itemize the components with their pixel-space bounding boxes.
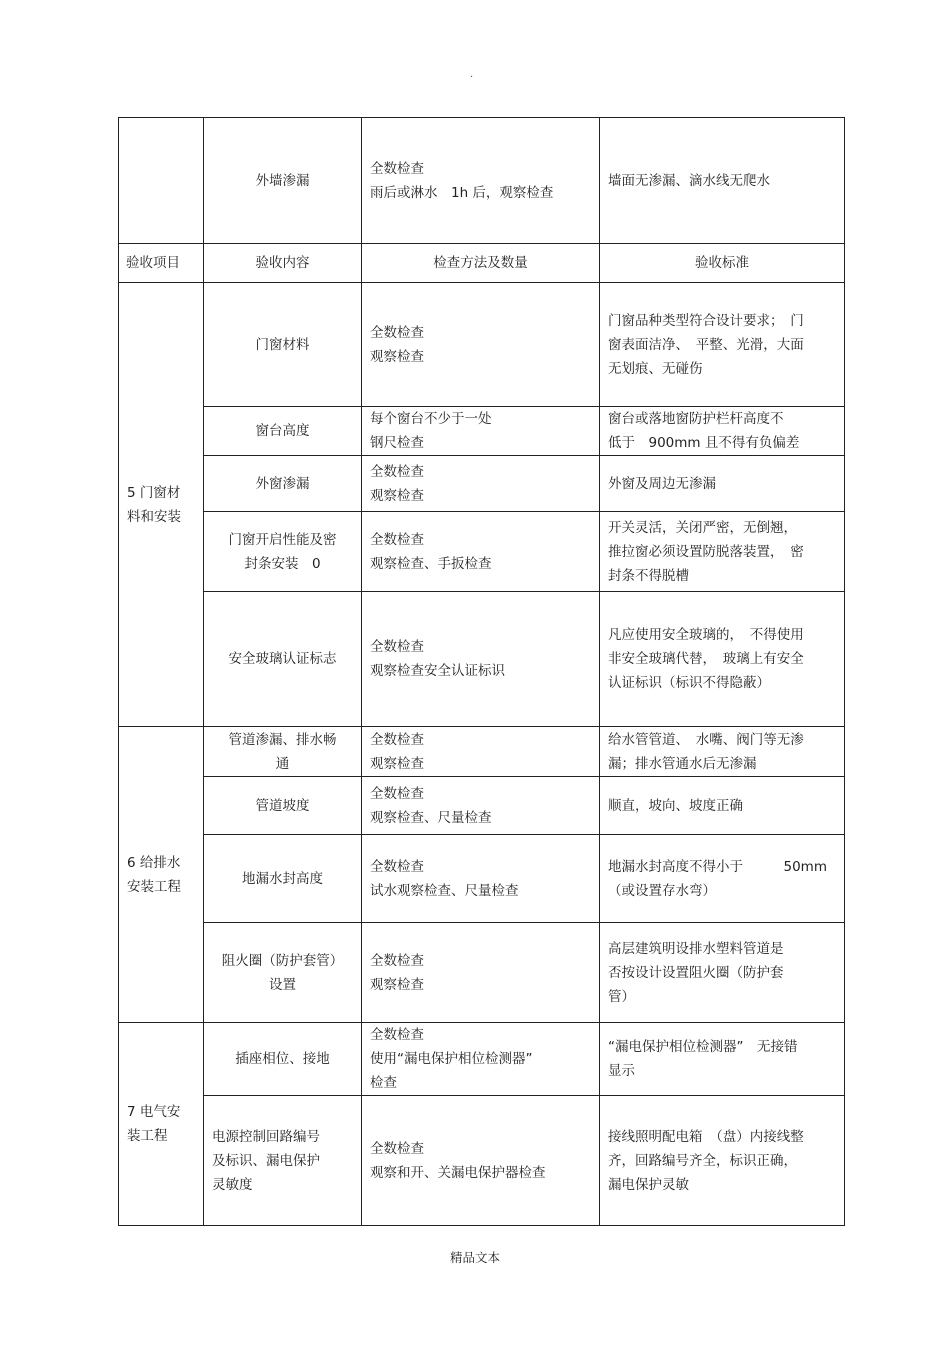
column-header: 验收项目 bbox=[119, 244, 204, 283]
item-cell bbox=[204, 118, 362, 244]
method-cell bbox=[362, 923, 600, 1023]
method-cell-line: 全数检查 bbox=[370, 731, 424, 748]
method-cell-line: 观察检查、手扳检查 bbox=[370, 555, 492, 572]
method-cell-line: 全数检查 bbox=[370, 785, 424, 802]
method-cell-line: 全数检查 bbox=[370, 324, 424, 341]
standard-cell-line: 认证标识（标识不得隐蔽） bbox=[608, 675, 770, 691]
standard-cell-line: 低于 900mm 且不得有负偏差 bbox=[608, 435, 800, 451]
table-row bbox=[119, 118, 845, 244]
item-cell-line: 安全玻璃认证标志 bbox=[228, 651, 337, 667]
method-cell-line: 全数检查 bbox=[370, 463, 424, 480]
group-name-cell bbox=[119, 283, 204, 727]
method-cell-line: 观察检查 bbox=[370, 348, 424, 365]
item-cell bbox=[204, 727, 362, 777]
group-name-cell-line: 6 给排水 bbox=[127, 854, 181, 871]
method-cell-line: 观察检查 bbox=[370, 487, 424, 504]
standard-cell bbox=[600, 1023, 845, 1096]
item-cell bbox=[204, 835, 362, 923]
item-cell bbox=[204, 283, 362, 407]
item-cell-line: 封条安装 0 bbox=[244, 555, 321, 572]
standard-cell-line: 高层建筑明设排水塑料管道是 bbox=[608, 940, 784, 957]
standard-cell bbox=[600, 727, 845, 777]
method-cell-line: 观察检查安全认证标识 bbox=[370, 663, 505, 679]
table-row bbox=[119, 512, 845, 592]
item-cell-line: 插座相位、接地 bbox=[235, 1051, 330, 1067]
group-name-cell-line: 7 电气安 bbox=[127, 1104, 181, 1120]
group-name-cell-line: 装工程 bbox=[127, 1128, 168, 1144]
standard-cell bbox=[600, 1096, 845, 1226]
item-cell-line: 地漏水封高度 bbox=[242, 870, 323, 887]
standard-cell-line: 漏；排水管通水后无渗漏 bbox=[608, 755, 757, 772]
item-cell bbox=[204, 512, 362, 592]
standard-cell-line: 墙面无渗漏、滴水线无爬水 bbox=[608, 172, 770, 189]
table-row bbox=[119, 1096, 845, 1226]
standard-cell bbox=[600, 118, 845, 244]
standard-cell bbox=[600, 512, 845, 592]
group-cell-empty bbox=[119, 118, 204, 244]
method-cell-line: 全数检查 bbox=[370, 160, 424, 177]
method-cell-line: 试水观察检查、尺量检查 bbox=[370, 882, 519, 899]
item-cell bbox=[204, 407, 362, 456]
method-cell-line: 全数检查 bbox=[370, 1027, 424, 1043]
item-cell-line: 管道渗漏、排水畅 bbox=[228, 731, 337, 748]
method-cell-line: 使用“漏电保护相位检测器” bbox=[370, 1051, 533, 1067]
method-cell bbox=[362, 283, 600, 407]
standard-cell-line: 给水管管道、 水嘴、阀门等无渗 bbox=[608, 731, 804, 748]
table-row bbox=[119, 835, 845, 923]
standard-cell-line: 顺直，坡向、坡度正确 bbox=[608, 797, 743, 814]
standard-cell-line: “漏电保护相位检测器” 无接错 bbox=[608, 1039, 798, 1055]
standard-cell bbox=[600, 835, 845, 923]
table-row bbox=[119, 777, 845, 835]
item-cell-line: 通 bbox=[275, 755, 290, 772]
standard-cell-line: 外窗及周边无渗漏 bbox=[608, 475, 716, 492]
group-name-cell-line: 安装工程 bbox=[127, 878, 181, 895]
standard-cell bbox=[600, 592, 845, 727]
item-cell-line: 窗台高度 bbox=[255, 423, 310, 439]
standard-cell bbox=[600, 407, 845, 456]
standard-cell-line: 非安全玻璃代替， 玻璃上有安全 bbox=[608, 651, 804, 667]
method-cell-line: 全数检查 bbox=[370, 531, 424, 548]
table-header-row bbox=[119, 244, 845, 283]
method-cell-line: 每个窗台不少于一处 bbox=[370, 411, 492, 427]
group-name-cell bbox=[119, 1023, 204, 1226]
method-cell bbox=[362, 777, 600, 835]
item-cell bbox=[204, 1096, 362, 1226]
item-cell-line: 阻火圈（防护套管） bbox=[221, 952, 344, 969]
item-cell-line: 灵敏度 bbox=[212, 1176, 253, 1193]
method-cell-line: 全数检查 bbox=[370, 858, 424, 875]
method-cell bbox=[362, 727, 600, 777]
item-cell-line: 设置 bbox=[269, 976, 296, 993]
column-header: 检查方法及数量 bbox=[362, 244, 600, 283]
method-cell bbox=[362, 456, 600, 512]
standard-cell-line: 地漏水封高度不得小于 50mm bbox=[608, 858, 827, 875]
method-cell bbox=[362, 1096, 600, 1226]
item-cell bbox=[204, 592, 362, 727]
header-mark: · bbox=[470, 72, 474, 83]
method-cell-line: 全数检查 bbox=[370, 1140, 424, 1157]
item-cell-line: 及标识、漏电保护 bbox=[212, 1152, 320, 1169]
item-cell bbox=[204, 1023, 362, 1096]
column-header: 验收内容 bbox=[204, 244, 362, 283]
standard-cell-line: （或设置存水弯） bbox=[608, 882, 716, 899]
table-row bbox=[119, 456, 845, 512]
column-header: 验收标准 bbox=[600, 244, 845, 283]
group-name-cell-line: 料和安装 bbox=[127, 508, 181, 525]
standard-cell-line: 无划痕、无碰伤 bbox=[608, 360, 703, 377]
standard-cell-line: 接线照明配电箱 （盘）内接线整 bbox=[608, 1128, 804, 1145]
method-cell bbox=[362, 512, 600, 592]
method-cell-line: 雨后或淋水 1h 后，观察检查 bbox=[370, 184, 554, 201]
standard-cell bbox=[600, 456, 845, 512]
table-row bbox=[119, 592, 845, 727]
standard-cell-line: 窗台或落地窗防护栏杆高度不 bbox=[608, 411, 784, 427]
table-row bbox=[119, 283, 845, 407]
item-cell-line: 外墙渗漏 bbox=[255, 172, 310, 189]
table-row bbox=[119, 923, 845, 1023]
standard-cell-line: 门窗品种类型符合设计要求； 门 bbox=[608, 312, 804, 329]
standard-cell-line: 管） bbox=[608, 988, 635, 1005]
standard-cell-line: 显示 bbox=[608, 1063, 635, 1079]
item-cell bbox=[204, 777, 362, 835]
table-row bbox=[119, 407, 845, 456]
table-row bbox=[119, 727, 845, 777]
method-cell-line: 观察检查 bbox=[370, 755, 424, 772]
method-cell-line: 全数检查 bbox=[370, 639, 424, 655]
item-cell-line: 门窗材料 bbox=[255, 336, 310, 353]
method-cell bbox=[362, 592, 600, 727]
standard-cell-line: 否按设计设置阻火圈（防护套 bbox=[608, 964, 784, 981]
standard-cell-line: 开关灵活，关闭严密，无倒翘， bbox=[608, 519, 797, 536]
standard-cell-line: 齐，回路编号齐全，标识正确， bbox=[608, 1152, 797, 1169]
group-name-cell-line: 5 门窗材 bbox=[127, 484, 181, 501]
standard-cell-line: 漏电保护灵敏 bbox=[608, 1176, 689, 1193]
standard-cell bbox=[600, 283, 845, 407]
standard-cell-line: 封条不得脱槽 bbox=[608, 567, 689, 584]
method-cell-line: 观察检查 bbox=[370, 976, 424, 993]
table-row bbox=[119, 1023, 845, 1096]
standard-cell-line: 推拉窗必须设置防脱落装置， 密 bbox=[608, 543, 804, 560]
group-name-cell bbox=[119, 727, 204, 1023]
item-cell-line: 外窗渗漏 bbox=[255, 475, 310, 492]
method-cell-line: 观察检查、尺量检查 bbox=[370, 809, 492, 826]
standard-cell bbox=[600, 777, 845, 835]
page-footer: 精品文本 bbox=[449, 1250, 500, 1265]
method-cell bbox=[362, 1023, 600, 1096]
method-cell bbox=[362, 118, 600, 244]
standard-cell-line: 窗表面洁净、 平整、光滑，大面 bbox=[608, 336, 804, 353]
item-cell-line: 门窗开启性能及密 bbox=[228, 531, 337, 548]
acceptance-table bbox=[118, 117, 845, 1226]
method-cell-line: 观察和开、关漏电保护器检查 bbox=[370, 1164, 546, 1181]
method-cell-line: 全数检查 bbox=[370, 952, 424, 969]
method-cell-line: 检查 bbox=[370, 1075, 397, 1091]
standard-cell bbox=[600, 923, 845, 1023]
method-cell bbox=[362, 407, 600, 456]
method-cell bbox=[362, 835, 600, 923]
item-cell bbox=[204, 456, 362, 512]
item-cell-line: 管道坡度 bbox=[255, 797, 310, 814]
method-cell-line: 钢尺检查 bbox=[370, 435, 424, 451]
standard-cell-line: 凡应使用安全玻璃的， 不得使用 bbox=[608, 627, 804, 643]
item-cell bbox=[204, 923, 362, 1023]
item-cell-line: 电源控制回路编号 bbox=[212, 1128, 320, 1145]
